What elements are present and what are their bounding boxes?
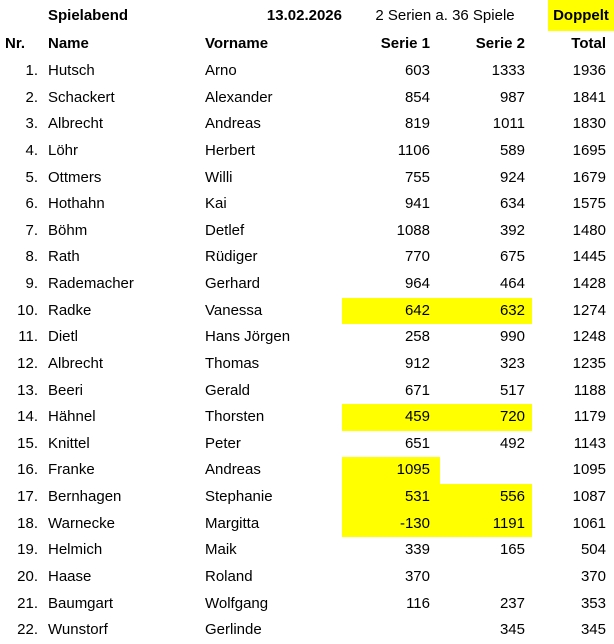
rank-cell: 6. [25,195,38,213]
serie2-cell: 1333 [491,62,525,79]
firstname-cell: Arno [205,62,237,79]
rank-cell: 8. [25,248,38,266]
table-body [0,58,614,644]
name-cell: Wunstorf [48,621,108,639]
table-row [0,271,614,298]
rank-cell: 22. [17,621,38,639]
serie1-cell: 116 [406,594,430,612]
serie2-cell: 392 [499,221,525,239]
event-date: 13.02.2026 [266,7,342,24]
column-header-row [0,31,614,58]
rank-cell: 16. [17,461,38,479]
page-title: Spielabend [48,7,129,24]
name-cell: Radke [48,301,92,319]
serie1-cell: 755 [404,168,430,186]
table-row [0,351,614,378]
title-spacer [0,0,48,31]
column-header-vorname: Vorname [205,35,269,52]
name-cell: Helmich [48,541,103,559]
name-cell: Löhr [48,141,79,159]
table-row [0,431,614,458]
table-row [0,591,614,618]
serie1-cell: 1095 [342,457,440,484]
firstname-cell: Thomas [205,354,260,372]
name-cell: Warnecke [48,514,115,532]
serie1-cell: 770 [404,248,430,266]
serie2-cell: 720 [440,404,532,431]
rank-cell: 21. [17,594,38,612]
firstname-cell: Thorsten [205,408,265,426]
serie1-cell: 370 [404,567,430,585]
rank-cell: 12. [17,354,38,372]
serie1-cell: 941 [404,195,430,213]
name-cell: Baumgart [48,594,114,612]
serie2-cell: 1191 [440,511,532,538]
serie2-cell: 987 [499,88,525,106]
table-row [0,537,614,564]
rank-cell: 10. [17,301,38,319]
total-cell: 1248 [572,328,606,346]
total-cell: 1575 [572,195,606,213]
table-row [0,85,614,112]
serie2-cell: 237 [499,594,525,612]
firstname-cell: Wolfgang [205,594,269,612]
serie1-cell: -130 [342,511,440,538]
total-cell: 1936 [572,62,606,79]
table-row [0,244,614,271]
doppelt-header: Doppelt [548,0,614,31]
table-row [0,191,614,218]
serie1-cell: 1106 [397,141,430,159]
rank-cell: 17. [17,488,38,505]
name-cell: Dietl [48,328,79,346]
serie2-cell: 634 [499,195,525,213]
total-cell: 1695 [572,141,606,159]
rank-cell: 11. [18,328,38,346]
serie1-cell: 964 [404,275,430,292]
rank-cell: 2. [25,88,38,106]
name-cell: Hothahn [48,195,105,213]
firstname-cell: Vanessa [205,301,263,319]
name-cell: Franke [48,461,95,479]
serie1-cell: 854 [404,88,430,106]
serie1-cell: 671 [404,381,430,399]
total-cell: 1841 [572,88,606,106]
total-cell: 1235 [572,354,606,372]
firstname-cell: Stephanie [205,488,273,505]
name-cell: Hähnel [48,408,96,426]
serie2-cell: 345 [499,621,525,639]
serie1-cell: 1088 [396,221,430,239]
rank-cell: 5. [25,168,38,186]
name-cell: Albrecht [48,354,104,372]
serie1-cell: 642 [342,298,440,325]
firstname-cell: Roland [205,567,253,585]
table-row [0,218,614,245]
table-row [0,404,614,431]
rank-cell: 13. [17,381,38,399]
firstname-cell: Herbert [205,141,256,159]
rank-cell: 1. [25,62,38,79]
serie2-cell [440,457,532,484]
serie1-cell [342,617,440,644]
serie2-cell: 675 [499,248,525,266]
total-cell: 370 [580,567,606,585]
column-header-nr: Nr. [5,35,26,52]
serie2-cell: 556 [440,484,532,511]
name-cell: Böhm [48,221,88,239]
column-header-total: Total [571,35,606,52]
rank-cell: 7. [25,221,38,239]
total-cell: 1143 [573,434,606,452]
firstname-cell: Detlef [205,221,245,239]
total-cell: 1188 [573,381,606,399]
serie1-cell: 819 [404,115,430,133]
table-row [0,165,614,192]
total-cell: 353 [580,594,606,612]
name-cell: Hutsch [48,62,95,79]
total-cell: 1445 [572,248,606,266]
name-cell: Haase [48,567,92,585]
serie1-cell: 459 [342,404,440,431]
table-row [0,298,614,325]
total-cell: 1830 [572,115,606,133]
name-cell: Rademacher [48,275,134,292]
firstname-cell: Andreas [205,461,261,479]
firstname-cell: Alexander [205,88,273,106]
table-row [0,111,614,138]
firstname-cell: Margitta [205,514,260,532]
serie1-cell: 603 [404,62,430,79]
rank-cell: 20. [17,567,38,585]
rank-cell: 19. [17,541,38,559]
rank-cell: 15. [17,434,38,452]
total-cell: 1274 [572,301,606,319]
table-row [0,511,614,538]
total-cell: 1179 [573,408,606,426]
rank-cell: 4. [25,141,38,159]
name-cell: Rath [48,248,80,266]
table-row [0,484,614,511]
total-cell: 1061 [572,514,606,532]
firstname-cell: Gerald [205,381,251,399]
serie1-cell: 651 [404,434,430,452]
name-cell: Schackert [48,88,115,106]
serie2-cell: 990 [499,328,525,346]
firstname-cell: Gerlinde [205,621,262,639]
rank-cell: 14. [17,408,38,426]
table-row [0,378,614,405]
name-cell: Ottmers [48,168,102,186]
serie2-cell: 924 [499,168,525,186]
total-cell: 1087 [572,488,606,505]
firstname-cell: Kai [205,195,227,213]
serie1-cell: 339 [404,541,430,559]
total-cell: 1679 [572,168,606,186]
column-header-serie2: Serie 2 [475,35,525,52]
serie2-cell: 165 [499,541,525,559]
serie2-cell: 1011 [492,115,525,133]
column-header-serie1: Serie 1 [380,35,430,52]
firstname-cell: Hans Jörgen [205,328,291,346]
table-row [0,617,614,644]
series-info-label: 2 Serien a. 36 Spiele [375,7,515,24]
name-cell: Albrecht [48,115,104,133]
table-row [0,58,614,85]
rank-cell: 18. [17,514,38,532]
serie2-cell: 492 [499,434,525,452]
title-row [0,0,614,31]
serie1-cell: 531 [342,484,440,511]
firstname-cell: Rüdiger [205,248,258,266]
total-cell: 504 [580,541,606,559]
table-row [0,138,614,165]
firstname-cell: Gerhard [205,275,261,292]
firstname-cell: Andreas [205,115,261,133]
table-row [0,564,614,591]
serie2-cell: 464 [499,275,525,292]
column-header-name: Name [48,35,89,52]
serie2-cell: 589 [499,141,525,159]
table-row [0,457,614,484]
firstname-cell: Willi [205,168,233,186]
name-cell: Beeri [48,381,84,399]
table-row [0,324,614,351]
total-cell: 345 [580,621,606,639]
firstname-cell: Peter [205,434,241,452]
rank-cell: 9. [25,275,38,292]
serie1-cell: 912 [404,354,430,372]
total-cell: 1428 [572,275,606,292]
serie2-cell: 323 [499,354,525,372]
rank-cell: 3. [25,115,38,133]
name-cell: Knittel [48,434,90,452]
firstname-cell: Maik [205,541,237,559]
serie2-cell: 517 [499,381,525,399]
total-cell: 1095 [572,461,606,479]
serie2-cell: 632 [440,298,532,325]
serie2-cell [440,564,532,591]
serie1-cell: 258 [404,328,430,346]
total-cell: 1480 [572,221,606,239]
name-cell: Bernhagen [48,488,122,505]
